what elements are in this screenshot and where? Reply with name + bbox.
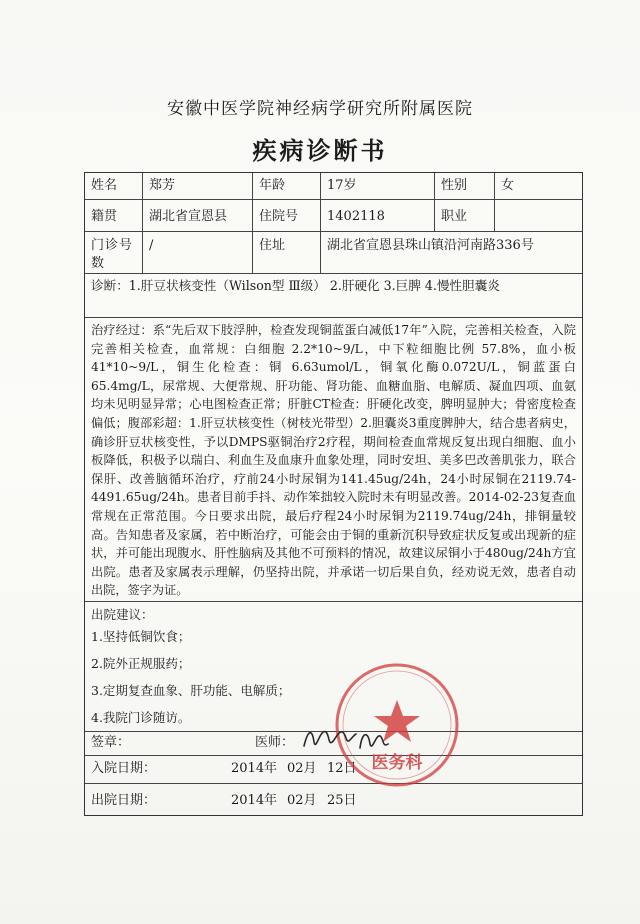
diagnosis-text: 1.肝豆状核变性（Wilson型 Ⅲ级） 2.肝硬化 3.巨脾 4.慢性胆囊炎 [128,278,500,293]
admission-no-value: 1402118 [321,200,435,231]
document-title: 疾病诊断书 [252,136,388,165]
treatment-label: 治疗经过： [91,323,153,337]
admit-day: 12日 [327,761,357,776]
row-name-age-sex [85,173,582,200]
admit-month: 02月 [287,761,317,776]
seal-label: 签章： [91,735,131,750]
advice-item: 2.院外正规服药； [91,656,191,671]
treatment-section [85,318,582,602]
address-label: 住址 [253,232,321,273]
discharge-month: 02月 [287,793,317,808]
admit-date-label: 入院日期： [91,761,157,776]
advice-label: 出院建议： [91,607,154,622]
discharge-day: 25日 [327,793,357,808]
discharge-date-label: 出院日期： [91,793,157,808]
admit-year: 2014年 [231,761,278,776]
treatment-text: 系“先后双下肢浮肿，检查发现铜蓝蛋白减低17年”入院，完善相关检查，入院完善相关检查，血常规：白细胞 2.2*10~9/L，中下粒细胞比例 57.8%，血小板 41*10~9/L，铜生化检查：铜 6.63umol/L，铜氧化酶0.072U/L，铜蓝蛋白 65.4mg/L，尿常规、大便常规、肝功能、肾功能、血糖血脂、电解质、凝血四项、血氨均未见明显异常；心电图检查正常；肝脏CT检查：肝硬化改变，脾明显肿大；骨密度检查偏低；腹部彩超：1.肝豆状核变性（树枝光带型）2.胆囊炎3重度脾肿大，结合患者病史，确诊肝豆状核变性，予以DMPS驱铜治疗2疗程，期间检查血常规反复出现白细胞、血小板降低，积极予以瑞白、利血生及血康升血象处理，同时安坦、美多巴改善肌张力，联合保肝、改善脑循环治疗，疗前24小时尿铜为141.45ug/24h，24小时尿铜在2119.74-4491.65ug/24h。患者目前手抖、动作笨拙较入院时未有明显改善。2014-02-23复查血常规在正常范围。今日要求出院，最后疗程24小时尿铜为2119.74ug/24h，排铜量较高。告知患者及家属，若中断治疗，可能会由于铜的重新沉积导致症状反复或出现新的症状，并可能出现腹水、肝性脑病及其他不可预料的情况，故建议尿铜小于480ug/24h方宜出院。患者及家属表示理解，仍坚持出院，并承诺一切后果自负，经劝说无效，患者自动出院，签字为证。 [91,323,576,598]
row-origin-admission-job [85,200,582,232]
sex-label: 性别 [435,173,495,199]
outpatient-no-label: 门诊号数 [85,232,143,273]
age-value: 17岁 [321,173,435,199]
advice-item: 4.我院门诊随访。 [91,710,191,725]
age-label: 年龄 [253,173,321,199]
address-value: 湖北省宣恩县珠山镇沿河南路336号 [327,238,534,253]
outpatient-no-value: / [143,232,253,273]
job-value [495,200,584,231]
name-label: 姓名 [85,173,143,199]
row-outpatient-address [85,232,582,274]
origin-label: 籍贯 [85,200,143,231]
admission-no-label: 住院号 [253,200,321,231]
advice-item: 1.坚持低铜饮食； [91,629,191,644]
discharge-year: 2014年 [231,793,278,808]
job-label: 职业 [435,200,495,231]
diagnosis-section [85,274,582,318]
stamp-text: 医务科 [371,753,423,773]
doctor-signature [298,718,393,758]
origin-value: 湖北省宣恩县 [143,200,253,231]
advice-item: 3.定期复查血象、肝功能、电解质； [91,683,291,698]
diagnosis-label: 诊断： [91,278,129,293]
name-value: 郑芳 [143,173,253,199]
sex-value: 女 [501,178,515,193]
hospital-name: 安徽中医学院神经病学研究所附属医院 [167,99,473,119]
doctor-label: 医师： [255,735,295,750]
